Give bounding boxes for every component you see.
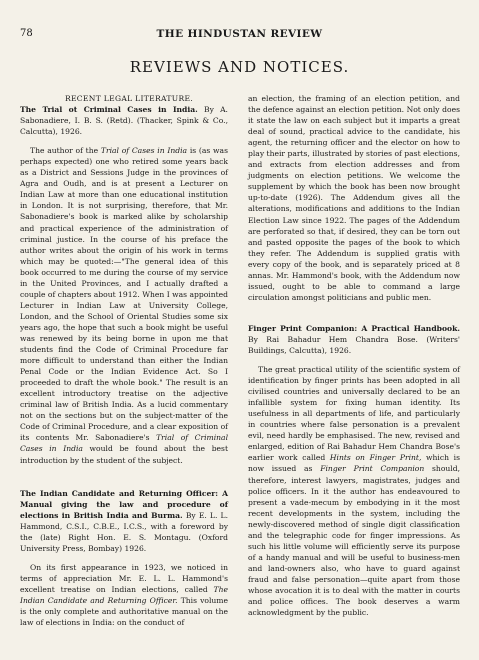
italic-title: Trial of Criminal Cases in India	[20, 433, 228, 454]
body-text: should, therefore, interest lawyers, magistrates, judges and police officers. In it the author has endeavoured to present a vade-mecum by embodying in it the most recent developments in the system, including the newly-discovered method of single digit classification and the telegraphic code for finger impressions. As such his little volume will efficiently serve its purpose of a handy manual and will be useful to business-men and land-owners also, who have to guard against fraud and false personation—quite apart from those whose avocation it is to deal with the matter in courts and police offices. The book deserves a warm acknowledgment by the public.	[248, 464, 460, 618]
left-column	[20, 93, 228, 628]
book-byline: By A. Sabonadiere, I. B. S. (Retd). (Thacker, Spink & Co., Calcutta), 1926.	[20, 105, 228, 137]
book-title: The Trial ot Criminal Cases in India.	[20, 105, 198, 115]
section-title: REVIEWS AND NOTICES.	[129, 58, 350, 76]
page-number: 78	[20, 28, 33, 39]
body-text: On its first appearance in 1923, we noticed in terms of appreciation Mr. E. L. L. Hammond's excellent treatise on Indian elections, called	[20, 562, 228, 594]
review-heading-criminal-cases	[20, 104, 228, 137]
book-byline: By Rai Bahadur Hem Chandra Bose. (Writers' Buildings, Calcutta), 1926.	[248, 334, 460, 355]
body-text: This volume is the only complete and authoritative manual on the law of elections in India: on the conduct of	[20, 595, 228, 628]
italic-title: Hints on Finger Print,	[329, 453, 422, 463]
review-body-criminal-cases	[20, 145, 228, 465]
journal-title: THE HINDUSTAN REVIEW	[156, 28, 323, 40]
body-text: The author of the	[30, 146, 101, 156]
right-column	[248, 93, 460, 618]
review-body-finger-print	[248, 364, 460, 618]
italic-title: Trial of Cases in India	[100, 146, 188, 156]
running-head	[20, 28, 459, 42]
body-text: is (as was perhaps expected) one who retired some years back as a District and Sessions Judge in the provinces of Agra and Oudh, and is at present a Lecturer on Indian Law at more than one educational institution in London. It is not surprising, therefore, that Mr. Sabonadiere's book is marked alike by scholarship and practical experience of the administration of criminal justice. In the course of his preface the author writes about the origin of his work in terms which may be quoted:—"The general idea of this book occurred to me during the course of my service in the United Provinces, and I actually drafted a couple of chapters about 1912. When I was appointed Lecturer in Indian Law at University College, London, and the School of Oriental Studies some six years ago, the hope that such a book might be useful was renewed by its being borne in upon me that students find the Code of Criminal Procedure far more difficult to understand than either the Indian Penal Code or the Indian Evidence Act. So I proceeded to draft the whole book." The result is an excellent introductory treatise on the adjective criminal law of British India. As a lucid commentary not on the sections but on the subject-matter of the Code of Criminal Procedure, and a clear exposition of its contents Mr. Sabonadiere's	[20, 146, 228, 443]
review-body-indian-candidate	[20, 562, 228, 628]
review-heading-finger-print	[248, 323, 460, 356]
book-title: The Indian Candidate and Returning Officer: A Manual giving the law and procedure of elections in British India and Burma.	[20, 488, 228, 520]
review-heading-indian-candidate	[20, 488, 228, 554]
subhead-legal-literature: RECENT LEGAL LITERATURE.	[64, 94, 194, 103]
body-text: The great practical utility of the scientific system of identification by finger prints has been adopted in all civilised countries and universally declared to be an infallible system for fixing human identity. Its usefulness in all departments of life, and particularly in countries where false personation is a prevalent evil, need hardly be emphasised. The new, revised and enlarged, edition of Rai Bahadur Hem Chandra Bose's earlier work called	[248, 365, 460, 463]
book-byline: By E. L. L. Hammond, C.S.I., C.B.E., I.C.S., with a foreword by the (late) Right Hon. E. S. Montagu. (Oxford University Press, Bombay) 1926.	[20, 510, 228, 553]
review-continuation: an election, the framing of an election petition, and the defence against an election petition. Not only does it state the law on each subject but it imparts a great deal of sound, practical advice to the candidate, his agent, the returning officer and the elector on how to play their parts, illustrated by stories of past elections, and extracts from election addresses and from judgments on election petitions. We welcome the supplement by which the book has been now brought up-to-date (1926). The Addendum gives all the alterations, modifications and additions to the Indian Election Law since 1922. The pages of the Addendum are perforated so that, if desired, they can be torn out and pasted opposite the pages of the book to which they refer. The Addendum is supplied gratis with every copy of the book, and is separately priced at 8 annas. Mr. Hammond's book, with the Addendum now issued, ought to be able to command a large circulation amongst politicians and public men.	[248, 94, 460, 302]
italic-title: The Indian Candidate and Returning Officer.	[20, 584, 228, 605]
body-text: would be found about the best introduction by the student of the subject.	[20, 444, 228, 465]
italic-title: Finger Print Companion	[320, 464, 425, 474]
body-text: which is now issued as	[248, 453, 460, 474]
book-title: Finger Print Companion: A Practical Handbook.	[248, 323, 460, 333]
